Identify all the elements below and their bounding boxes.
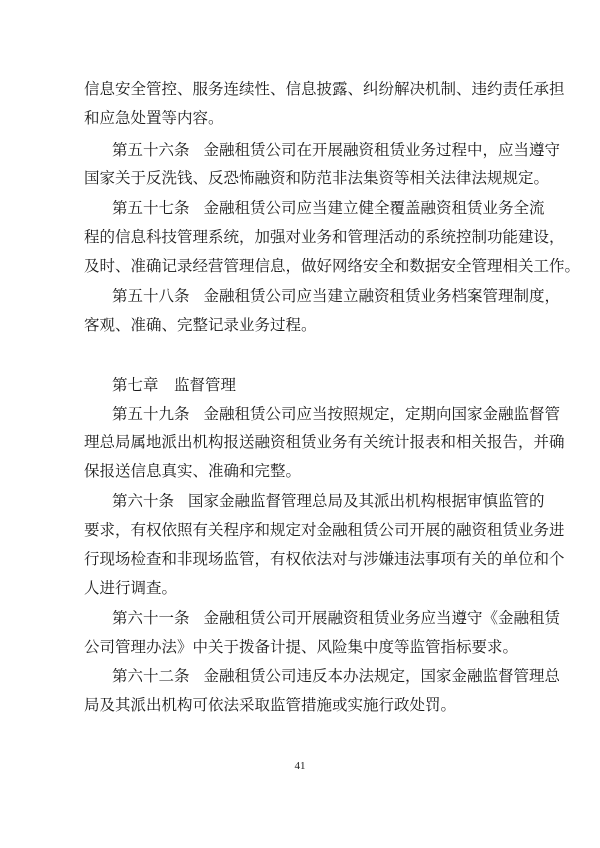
article-56-number: 第五十六条 — [112, 141, 190, 159]
text-line: 程的信息科技管理系统，加强对业务和管理活动的系统控制功能建设， — [84, 228, 565, 246]
text-line: 及时、准确记录经营管理信息，做好网络安全和数据安全管理相关工作。 — [84, 257, 581, 275]
text-line: 保报送信息真实、准确和完整。 — [84, 462, 302, 480]
text-line: 局及其派出机构可依法采取监管措施或实施行政处罚。 — [84, 696, 457, 714]
text-line: 要求，有权依照有关程序和规定对金融租赁公司开展的融资租赁业务进 — [84, 521, 565, 539]
text-line: 客观、准确、完整记录业务过程。 — [84, 316, 317, 334]
chapter-heading: 第七章 监督管理 — [112, 376, 237, 394]
text-line: 金融租赁公司在开展融资租赁业务过程中，应当遵守 — [203, 141, 561, 159]
article-58-line-1 — [112, 286, 561, 306]
article-60-line-1 — [112, 491, 545, 511]
article-56-line-1 — [112, 140, 561, 160]
article-57-number: 第五十七条 — [112, 199, 190, 217]
page-number: 41 — [294, 760, 306, 772]
text-line: 人进行调查。 — [84, 579, 178, 597]
text-line: 信息安全管控、服务连续性、信息披露、纠纷解决机制、违约责任承担 — [84, 80, 565, 98]
article-59-number: 第五十九条 — [112, 405, 190, 423]
article-58-number: 第五十八条 — [112, 287, 190, 305]
text-line: 金融租赁公司开展融资租赁业务应当遵守《金融租赁 — [203, 609, 561, 627]
text-line: 理总局属地派出机构报送融资租赁业务有关统计报表和相关报告，并确 — [84, 433, 565, 451]
text-line: 国家关于反洗钱、反恐怖融资和防范非法集资等相关法律法规规定。 — [84, 169, 550, 187]
article-60-number: 第六十条 — [112, 492, 175, 510]
text-line: 和应急处置等内容。 — [84, 109, 224, 127]
article-61-number: 第六十一条 — [112, 609, 190, 627]
article-59-line-1 — [112, 404, 561, 424]
text-line: 金融租赁公司违反本办法规定，国家金融监督管理总 — [203, 667, 561, 685]
text-line: 行现场检查和非现场监管，有权依法对与涉嫌违法事项有关的单位和个 — [84, 550, 565, 568]
article-61-line-1 — [112, 608, 561, 628]
article-62-line-1 — [112, 666, 561, 686]
text-line: 金融租赁公司应当按照规定，定期向国家金融监督管 — [203, 405, 561, 423]
text-line: 国家金融监督管理总局及其派出机构根据审慎监管的 — [188, 492, 545, 510]
text-line: 金融租赁公司应当建立融资租赁业务档案管理制度， — [203, 287, 561, 305]
article-57-line-1 — [112, 198, 545, 218]
text-line: 公司管理办法》中关于拨备计提、风险集中度等监管指标要求。 — [84, 638, 519, 656]
text-line: 金融租赁公司应当建立健全覆盖融资租赁业务全流 — [203, 199, 545, 217]
article-62-number: 第六十二条 — [112, 667, 190, 685]
